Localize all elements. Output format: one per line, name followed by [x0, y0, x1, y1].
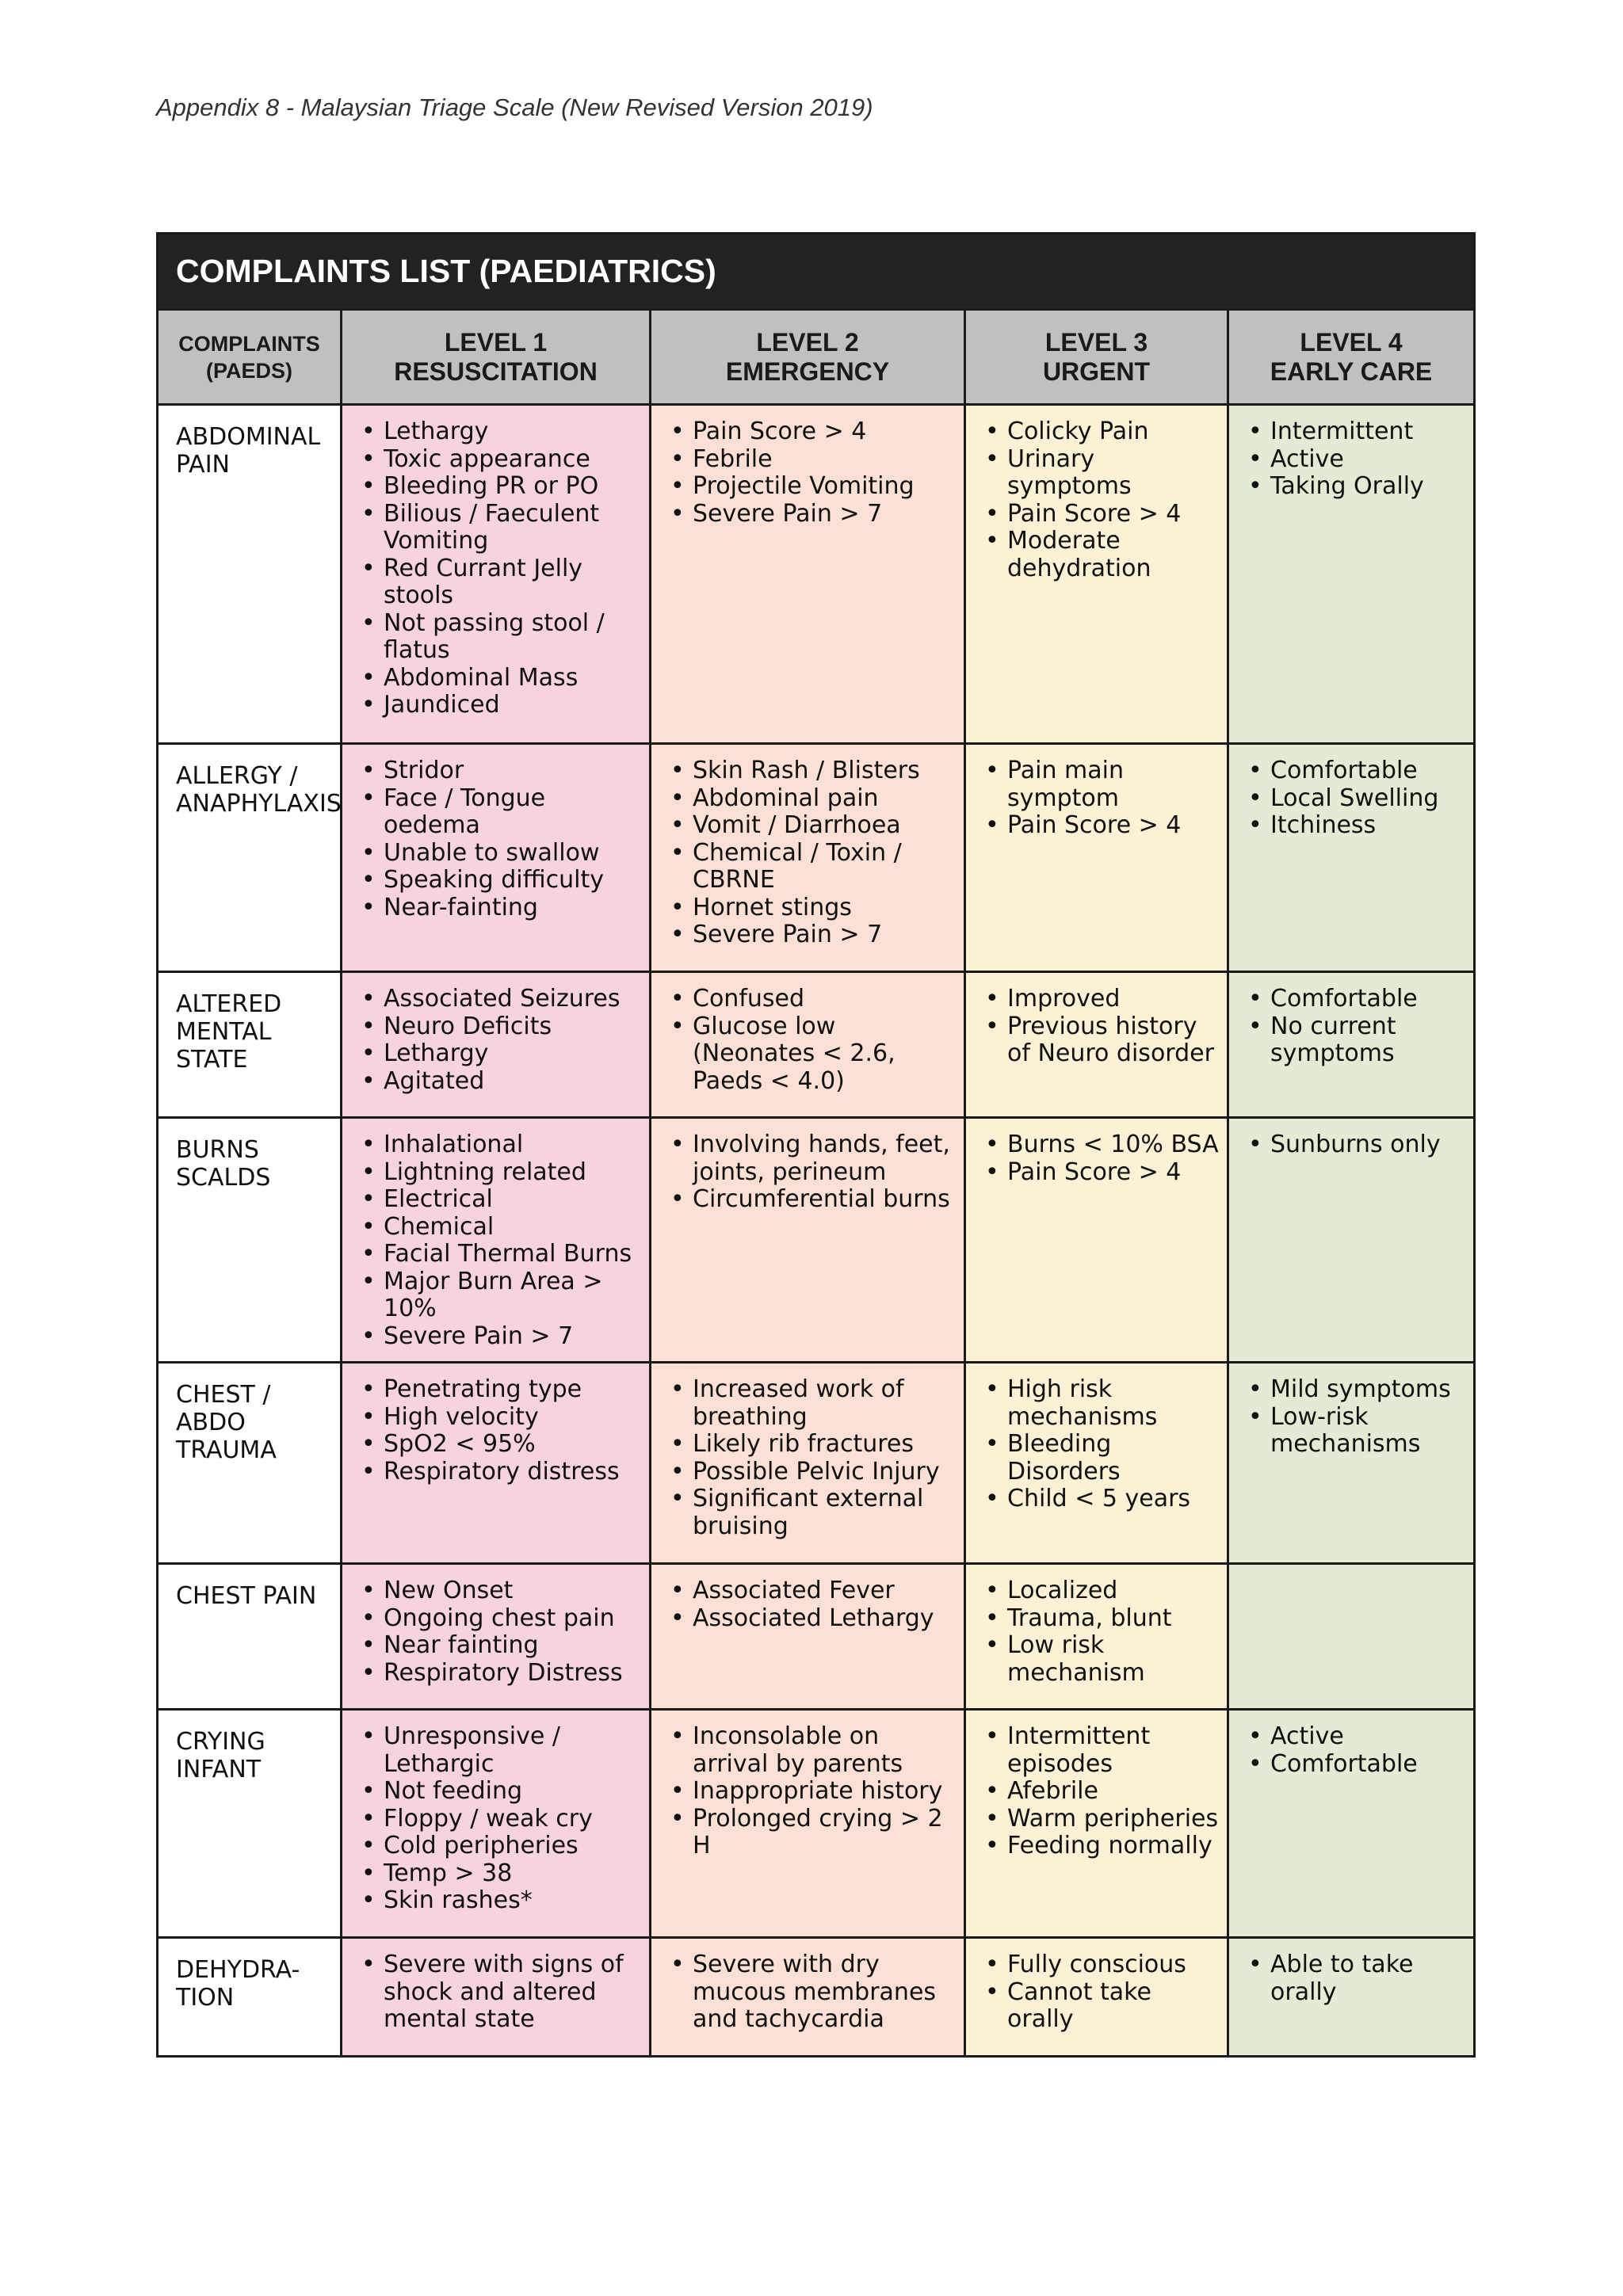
complaint-cell [158, 972, 342, 1118]
header-line: LEVEL 2 [756, 327, 859, 357]
complaint-label-line: ALTERED [176, 990, 282, 1018]
criteria-item: • Pain Score > 4 [1007, 1159, 1219, 1187]
level-2-cell [651, 1938, 965, 2057]
criteria-item: • Lethargy [384, 1040, 641, 1068]
complaint-label-line: ABDO [176, 1409, 246, 1436]
complaint-label-line: CHEST / [176, 1381, 271, 1409]
criteria-item: • Taking Orally [1270, 473, 1465, 501]
header-complaints [158, 310, 342, 405]
complaint-label-line: CRYING [176, 1728, 265, 1756]
level-1-cell [342, 1363, 651, 1564]
criteria-item: • Confused [693, 986, 956, 1013]
page-header: Appendix 8 - Malaysian Triage Scale (New Revised Version 2019) [156, 93, 873, 121]
criteria-item: • Major Burn Area > 10% [384, 1268, 641, 1323]
criteria-item: • Pain Score > 4 [693, 418, 956, 446]
criteria-item: • Abdominal pain [693, 785, 956, 813]
criteria-item: • Active [1270, 446, 1465, 474]
table-title: COMPLAINTS LIST (PAEDIATRICS) [158, 234, 1475, 310]
header-level-1 [342, 310, 651, 405]
criteria-item: • Neuro Deficits [384, 1013, 641, 1041]
level-3-cell [965, 744, 1228, 972]
criteria-list [353, 1577, 641, 1687]
level-4-cell [1228, 1363, 1475, 1564]
criteria-item: • Cannot take orally [1007, 1979, 1219, 2034]
criteria-list [1240, 1131, 1465, 1159]
criteria-item: • Lightning related [384, 1159, 641, 1187]
criteria-list [353, 1131, 641, 1350]
level-2-cell [651, 972, 965, 1118]
level-1-cell [342, 972, 651, 1118]
complaint-label-line: PAIN [176, 451, 230, 479]
header-level-4 [1228, 310, 1475, 405]
level-3-cell [965, 972, 1228, 1118]
table-row [158, 1938, 1475, 2057]
complaint-label-line: ALLERGY / [176, 762, 298, 790]
criteria-item: • Hornet stings [693, 894, 956, 922]
criteria-item: • Child < 5 years [1007, 1486, 1219, 1513]
triage-table [156, 232, 1476, 2058]
criteria-item: • Prolonged crying > 2 H [693, 1806, 956, 1860]
criteria-list [353, 1723, 641, 1915]
criteria-list [663, 757, 956, 949]
table-row [158, 972, 1475, 1118]
header-line: COMPLAINTS [178, 331, 320, 356]
criteria-list [977, 1723, 1219, 1860]
criteria-item: • Abdominal Mass [384, 665, 641, 692]
complaint-label-line: ABDOMINAL [176, 423, 321, 451]
criteria-list [1240, 1376, 1465, 1459]
level-3-cell [965, 405, 1228, 744]
criteria-item: • Facial Thermal Burns [384, 1241, 641, 1268]
criteria-item: • Comfortable [1270, 986, 1465, 1013]
level-1-cell [342, 744, 651, 972]
criteria-item: • Feeding normally [1007, 1833, 1219, 1860]
criteria-item: • Temp > 38 [384, 1860, 641, 1888]
criteria-list [977, 986, 1219, 1068]
criteria-item: • Penetrating type [384, 1376, 641, 1404]
criteria-item: • Unable to swallow [384, 840, 641, 868]
criteria-item: • Possible Pelvic Injury [693, 1459, 956, 1486]
criteria-item: • Itchiness [1270, 812, 1465, 840]
criteria-item: • Severe Pain > 7 [693, 501, 956, 528]
criteria-item: • Comfortable [1270, 757, 1465, 785]
criteria-item: • Associated Seizures [384, 986, 641, 1013]
criteria-item: • Febrile [693, 446, 956, 474]
criteria-item: • Respiratory distress [384, 1459, 641, 1486]
column-header-row [158, 310, 1475, 405]
criteria-item: • Low risk mechanism [1007, 1632, 1219, 1687]
criteria-list [977, 1951, 1219, 2034]
criteria-item: • Near-fainting [384, 894, 641, 922]
header-line: URGENT [1042, 357, 1151, 386]
criteria-item: • Skin Rash / Blisters [693, 757, 956, 785]
criteria-list [1240, 1723, 1465, 1778]
criteria-list [353, 1376, 641, 1486]
criteria-list [977, 418, 1219, 582]
complaint-label-line: MENTAL [176, 1018, 272, 1046]
criteria-list [977, 1577, 1219, 1687]
level-2-cell [651, 1118, 965, 1363]
criteria-item: • Trauma, blunt [1007, 1605, 1219, 1633]
criteria-item: • Mild symptoms [1270, 1376, 1465, 1404]
level-1-cell [342, 1710, 651, 1938]
header-line: LEVEL 3 [1044, 327, 1148, 357]
criteria-item: • Improved [1007, 986, 1219, 1013]
criteria-list [1240, 1951, 1465, 2006]
level-3-cell [965, 1938, 1228, 2057]
criteria-item: • Moderate dehydration [1007, 528, 1219, 582]
criteria-list [353, 986, 641, 1095]
criteria-item: • Inhalational [384, 1131, 641, 1159]
complaint-label-line: ANAPHYLAXIS [176, 790, 342, 818]
complaint-label-line: STATE [176, 1046, 248, 1074]
complaint-cell [158, 744, 342, 972]
criteria-item: • New Onset [384, 1577, 641, 1605]
level-2-cell [651, 1363, 965, 1564]
level-1-cell [342, 1938, 651, 2057]
criteria-item: • SpO2 < 95% [384, 1431, 641, 1459]
criteria-item: • Agitated [384, 1068, 641, 1096]
criteria-item: • Circumferential burns [693, 1186, 956, 1214]
criteria-item: • High velocity [384, 1404, 641, 1432]
criteria-list [663, 1376, 956, 1540]
level-1-cell [342, 405, 651, 744]
criteria-item: • Inconsolable on arrival by parents [693, 1723, 956, 1778]
criteria-list [663, 986, 956, 1095]
criteria-item: • Severe with dry mucous membranes and tachycardia [693, 1951, 956, 2034]
criteria-item: • Warm peripheries [1007, 1806, 1219, 1833]
criteria-item: • Face / Tongue oedema [384, 785, 641, 840]
criteria-item: • Not passing stool / flatus [384, 610, 641, 665]
criteria-list [353, 1951, 641, 2034]
level-4-cell [1228, 1938, 1475, 2057]
criteria-item: • Inappropriate history [693, 1778, 956, 1806]
table-row [158, 1118, 1475, 1363]
criteria-item: • Able to take orally [1270, 1951, 1465, 2006]
criteria-list [663, 1951, 956, 2034]
table-row [158, 405, 1475, 744]
criteria-item: • Toxic appearance [384, 446, 641, 474]
criteria-item: • Projectile Vomiting [693, 473, 956, 501]
criteria-item: • Cold peripheries [384, 1833, 641, 1860]
criteria-list [353, 418, 641, 719]
criteria-item: • Fully conscious [1007, 1951, 1219, 1979]
criteria-item: • Pain Score > 4 [1007, 812, 1219, 840]
criteria-item: • Chemical [384, 1214, 641, 1241]
level-1-cell [342, 1564, 651, 1710]
level-4-cell [1228, 405, 1475, 744]
criteria-item: • Jaundiced [384, 692, 641, 719]
criteria-list [663, 1131, 956, 1214]
complaint-cell [158, 1710, 342, 1938]
criteria-list [977, 1131, 1219, 1186]
complaint-cell [158, 1564, 342, 1710]
complaint-label-line: TRAUMA [176, 1436, 277, 1464]
criteria-item: • Associated Fever [693, 1577, 956, 1605]
criteria-item: • Speaking difficulty [384, 867, 641, 894]
complaint-label-line: DEHYDRA- [176, 1956, 300, 1984]
header-level-3 [965, 310, 1228, 405]
criteria-item: • Localized [1007, 1577, 1219, 1605]
criteria-item: • Significant external bruising [693, 1486, 956, 1540]
criteria-item: • Floppy / weak cry [384, 1806, 641, 1833]
level-1-cell [342, 1118, 651, 1363]
criteria-item: • Previous history of Neuro disorder [1007, 1013, 1219, 1068]
header-line: EARLY CARE [1270, 357, 1433, 386]
criteria-list [663, 1577, 956, 1632]
criteria-item: • Severe Pain > 7 [693, 921, 956, 949]
table-row [158, 744, 1475, 972]
criteria-item: • Intermittent episodes [1007, 1723, 1219, 1778]
criteria-item: • No current symptoms [1270, 1013, 1465, 1068]
header-level-2 [651, 310, 965, 405]
criteria-item: • High risk mechanisms [1007, 1376, 1219, 1431]
complaint-label-line: BURNS [176, 1136, 259, 1164]
criteria-item: • Urinary symptoms [1007, 446, 1219, 501]
criteria-item: • Colicky Pain [1007, 418, 1219, 446]
criteria-list [1240, 986, 1465, 1068]
level-4-cell [1228, 744, 1475, 972]
complaint-cell [158, 1938, 342, 2057]
complaint-cell [158, 1363, 342, 1564]
criteria-item: • Associated Lethargy [693, 1605, 956, 1633]
level-3-cell [965, 1564, 1228, 1710]
criteria-item: • Chemical / Toxin / CBRNE [693, 840, 956, 894]
triage-table-body [158, 405, 1475, 2057]
level-4-cell [1228, 972, 1475, 1118]
header-line: EMERGENCY [725, 357, 890, 386]
complaint-cell [158, 405, 342, 744]
criteria-item: • Burns < 10% BSA [1007, 1131, 1219, 1159]
level-3-cell [965, 1710, 1228, 1938]
header-line: LEVEL 4 [1300, 327, 1403, 357]
criteria-item: • Not feeding [384, 1778, 641, 1806]
complaint-label-line: SCALDS [176, 1164, 271, 1192]
criteria-item: • Glucose low (Neonates < 2.6, Paeds < 4.0) [693, 1013, 956, 1096]
table-row [158, 1564, 1475, 1710]
level-4-cell [1228, 1564, 1475, 1710]
table-row [158, 1710, 1475, 1938]
criteria-item: • Active [1270, 1723, 1465, 1751]
criteria-list [663, 1723, 956, 1860]
criteria-item: • Local Swelling [1270, 785, 1465, 813]
criteria-item: • Skin rashes* [384, 1887, 641, 1915]
criteria-list [353, 757, 641, 921]
criteria-item: • Bilious / Faeculent Vomiting [384, 501, 641, 555]
level-2-cell [651, 744, 965, 972]
criteria-item: • Bleeding Disorders [1007, 1431, 1219, 1486]
criteria-item: • Involving hands, feet, joints, perineum [693, 1131, 956, 1186]
criteria-item: • Vomit / Diarrhoea [693, 812, 956, 840]
criteria-item: • Pain Score > 4 [1007, 501, 1219, 528]
criteria-item: • Near fainting [384, 1632, 641, 1660]
criteria-item: • Increased work of breathing [693, 1376, 956, 1431]
complaint-label-line: CHEST PAIN [176, 1582, 317, 1610]
criteria-list [1240, 757, 1465, 840]
complaint-label-line: TION [176, 1984, 235, 2012]
criteria-item: • Low-risk mechanisms [1270, 1404, 1465, 1459]
criteria-list [1240, 418, 1465, 501]
criteria-item: • Comfortable [1270, 1751, 1465, 1779]
criteria-item: • Severe Pain > 7 [384, 1323, 641, 1351]
header-line: RESUSCITATION [394, 357, 598, 386]
level-2-cell [651, 1564, 965, 1710]
criteria-item: • Afebrile [1007, 1778, 1219, 1806]
complaint-label-line: INFANT [176, 1756, 262, 1783]
level-2-cell [651, 1710, 965, 1938]
criteria-item: • Ongoing chest pain [384, 1605, 641, 1633]
criteria-item: • Severe with signs of shock and altered mental state [384, 1951, 641, 2034]
criteria-item: • Respiratory Distress [384, 1660, 641, 1688]
criteria-item: • Electrical [384, 1186, 641, 1214]
criteria-item: • Intermittent [1270, 418, 1465, 446]
criteria-item: • Sunburns only [1270, 1131, 1465, 1159]
header-line: (PAEDS) [205, 358, 292, 383]
complaint-cell [158, 1118, 342, 1363]
level-3-cell [965, 1118, 1228, 1363]
criteria-item: • Stridor [384, 757, 641, 785]
criteria-item: • Lethargy [384, 418, 641, 446]
criteria-item: • Pain main symptom [1007, 757, 1219, 812]
criteria-list [977, 1376, 1219, 1513]
level-4-cell [1228, 1710, 1475, 1938]
criteria-item: • Likely rib fractures [693, 1431, 956, 1459]
level-4-cell [1228, 1118, 1475, 1363]
table-row [158, 1363, 1475, 1564]
criteria-list [663, 418, 956, 528]
level-3-cell [965, 1363, 1228, 1564]
criteria-item: • Bleeding PR or PO [384, 473, 641, 501]
level-2-cell [651, 405, 965, 744]
criteria-item: • Red Currant Jelly stools [384, 555, 641, 610]
header-line: LEVEL 1 [444, 327, 548, 357]
criteria-item: • Unresponsive / Lethargic [384, 1723, 641, 1778]
criteria-list [977, 757, 1219, 840]
